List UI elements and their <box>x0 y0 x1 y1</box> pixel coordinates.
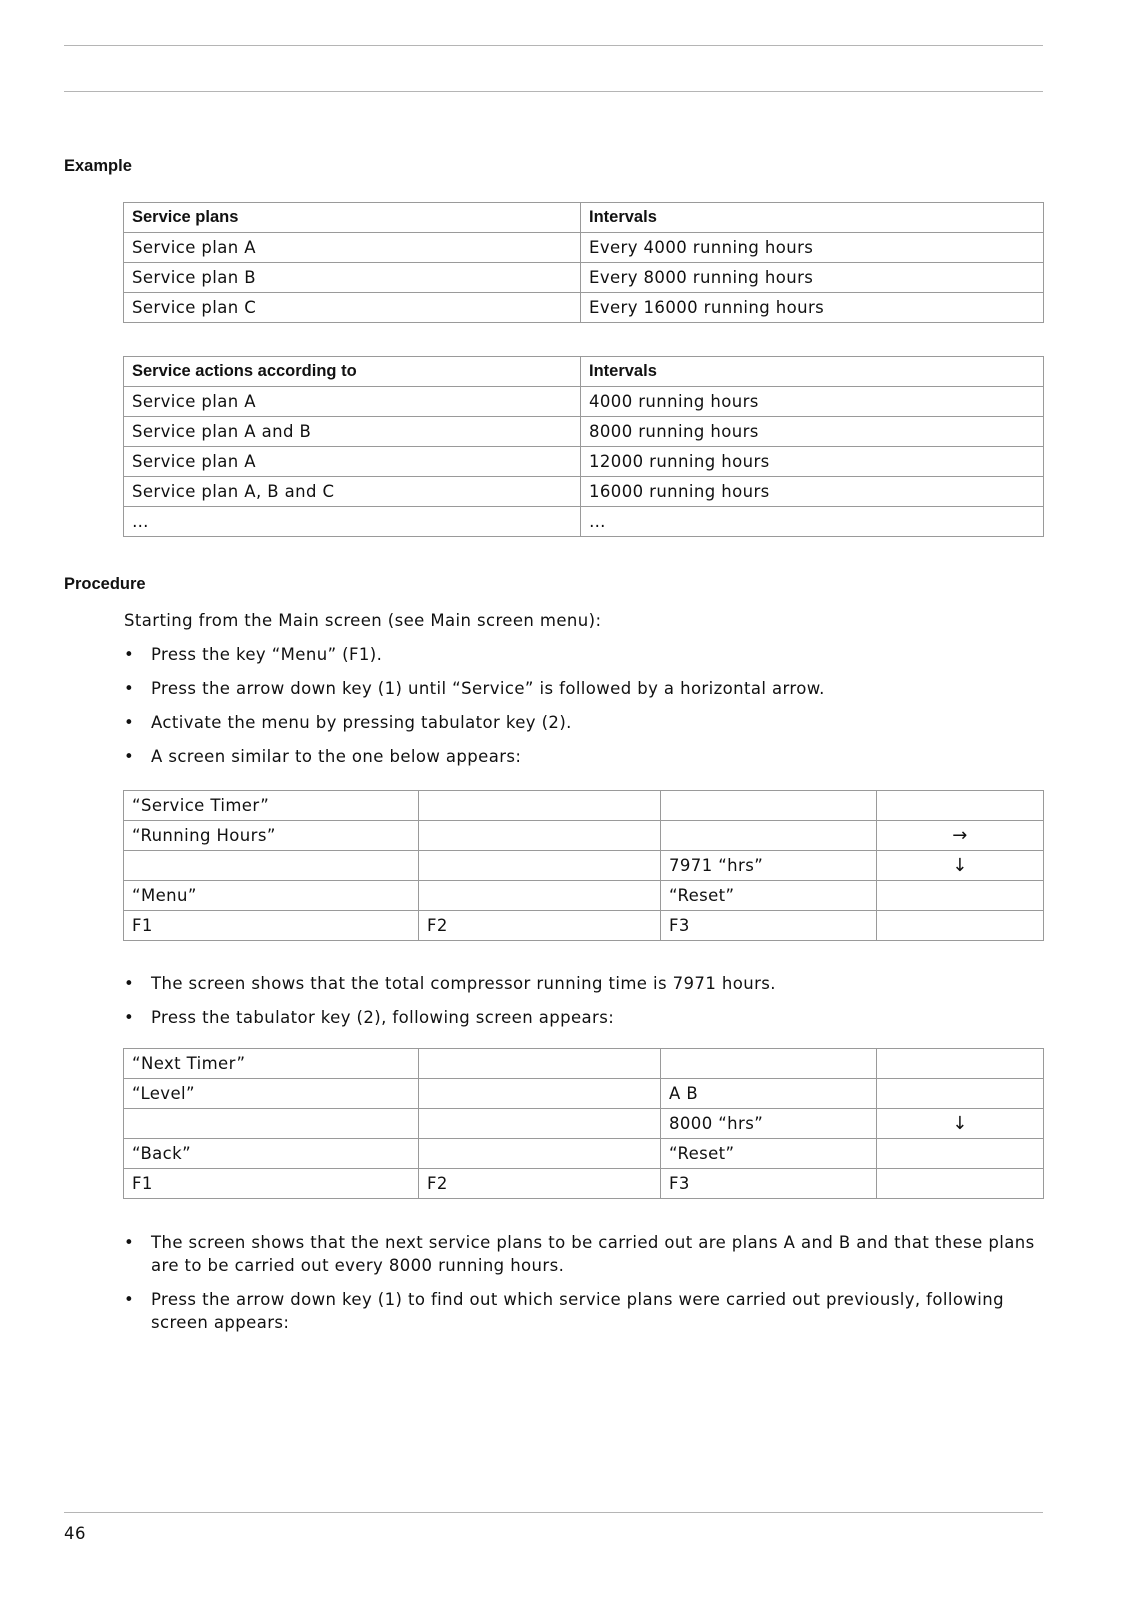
footer-rule <box>64 1512 1043 1513</box>
table-row <box>124 1169 1044 1199</box>
table-cell: “Reset” <box>661 1139 877 1169</box>
table-cell <box>661 821 877 851</box>
table-cell: “Level” <box>124 1079 419 1109</box>
header-cell: Service plans <box>124 203 581 233</box>
list-item <box>124 972 1044 995</box>
procedure-heading: Procedure <box>64 575 146 593</box>
table-cell: Service plan A and B <box>124 417 581 447</box>
table-cell <box>419 1079 661 1109</box>
table-row <box>124 1109 1044 1139</box>
bullet-icon: • <box>124 1233 135 1252</box>
list-item-text: Press the tabulator key (2), following screen appears: <box>151 1008 615 1027</box>
example-heading: Example <box>64 157 132 175</box>
table-cell: 8000 running hours <box>581 417 1044 447</box>
table-row <box>124 417 1044 447</box>
table-cell <box>419 1049 661 1079</box>
table-cell: … <box>581 507 1044 537</box>
bullet-icon: • <box>124 679 135 698</box>
table-cell: F1 <box>124 911 419 941</box>
table-cell: 8000 “hrs” <box>661 1109 877 1139</box>
table-cell <box>419 1109 661 1139</box>
table-cell <box>877 1169 1044 1199</box>
arrow-down-icon: ↓ <box>877 851 1044 881</box>
table-cell <box>419 1139 661 1169</box>
bullet-icon: • <box>124 974 135 993</box>
table-cell: Service plan A <box>124 387 581 417</box>
list-item <box>124 643 1044 666</box>
header-cell: Intervals <box>581 357 1044 387</box>
list-item <box>124 677 1044 700</box>
table-cell: A B <box>661 1079 877 1109</box>
table-cell: … <box>124 507 581 537</box>
service-actions-table <box>123 356 1044 537</box>
table-cell: Service plan B <box>124 263 581 293</box>
list-item-text: Activate the menu by pressing tabulator key (2). <box>151 713 572 732</box>
table-cell <box>877 1139 1044 1169</box>
table-cell: F1 <box>124 1169 419 1199</box>
table-cell <box>877 791 1044 821</box>
table-cell <box>877 1079 1044 1109</box>
list-item <box>124 711 1044 734</box>
table-cell: Every 4000 running hours <box>581 233 1044 263</box>
table-cell: “Back” <box>124 1139 419 1169</box>
table-row <box>124 263 1044 293</box>
list-item-text: The screen shows that the next service plans to be carried out are plans A and B and that these plans are to be carried out every 8000 running hours. <box>151 1233 1035 1275</box>
table-cell: “Reset” <box>661 881 877 911</box>
table-cell <box>419 881 661 911</box>
table-cell <box>877 1049 1044 1079</box>
list-item <box>124 1231 1044 1277</box>
list-item <box>124 1006 1044 1029</box>
top-rule-1 <box>64 45 1043 46</box>
table-cell <box>877 911 1044 941</box>
table-row <box>124 387 1044 417</box>
table-cell <box>124 1109 419 1139</box>
table-cell <box>419 851 661 881</box>
table-cell: Every 8000 running hours <box>581 263 1044 293</box>
table-cell: “Next Timer” <box>124 1049 419 1079</box>
table-row <box>124 791 1044 821</box>
table-cell: Every 16000 running hours <box>581 293 1044 323</box>
table-cell <box>419 821 661 851</box>
table-row <box>124 447 1044 477</box>
table-row <box>124 1049 1044 1079</box>
list-item-text: Press the arrow down key (1) to find out which service plans were carried out previously, following screen appears: <box>151 1290 1004 1332</box>
table-row <box>124 477 1044 507</box>
table-cell: F2 <box>419 911 661 941</box>
table-cell: “Running Hours” <box>124 821 419 851</box>
table-cell <box>877 881 1044 911</box>
list-item <box>124 745 1044 768</box>
bullet-icon: • <box>124 1290 135 1309</box>
header-cell: Intervals <box>581 203 1044 233</box>
page-number: 46 <box>64 1524 86 1543</box>
arrow-right-icon: → <box>877 821 1044 851</box>
table-cell: 16000 running hours <box>581 477 1044 507</box>
bullet-icon: • <box>124 1008 135 1027</box>
table-cell: “Service Timer” <box>124 791 419 821</box>
bullet-icon: • <box>124 713 135 732</box>
table-header-row <box>124 357 1044 387</box>
table-cell: F2 <box>419 1169 661 1199</box>
header-cell: Service actions according to <box>124 357 581 387</box>
table-header-row <box>124 203 1044 233</box>
table-cell: Service plan C <box>124 293 581 323</box>
table-cell: 12000 running hours <box>581 447 1044 477</box>
list-item-text: The screen shows that the total compressor running time is 7971 hours. <box>151 974 776 993</box>
arrow-down-icon: ↓ <box>877 1109 1044 1139</box>
bullet-icon: • <box>124 747 135 766</box>
table-row <box>124 233 1044 263</box>
table-cell <box>661 791 877 821</box>
table-row <box>124 851 1044 881</box>
table-cell: Service plan A <box>124 447 581 477</box>
table-cell: “Menu” <box>124 881 419 911</box>
table-cell: 4000 running hours <box>581 387 1044 417</box>
bullet-icon: • <box>124 645 135 664</box>
table-cell: 7971 “hrs” <box>661 851 877 881</box>
table-row <box>124 881 1044 911</box>
table-cell <box>124 851 419 881</box>
list-item-text: Press the arrow down key (1) until “Service” is followed by a horizontal arrow. <box>151 679 825 698</box>
table-cell: Service plan A, B and C <box>124 477 581 507</box>
table-cell <box>419 791 661 821</box>
table-cell: F3 <box>661 911 877 941</box>
list-item <box>124 1288 1044 1334</box>
table-cell: Service plan A <box>124 233 581 263</box>
list-item-text: A screen similar to the one below appears: <box>151 747 522 766</box>
table-row <box>124 1139 1044 1169</box>
top-rule-2 <box>64 91 1043 92</box>
screen-display-table-1 <box>123 790 1044 941</box>
table-row <box>124 507 1044 537</box>
screen-display-table-2 <box>123 1048 1044 1199</box>
table-row <box>124 911 1044 941</box>
table-cell <box>661 1049 877 1079</box>
table-row <box>124 1079 1044 1109</box>
procedure-intro: Starting from the Main screen (see Main screen menu): <box>124 611 602 630</box>
table-row <box>124 821 1044 851</box>
service-plans-table <box>123 202 1044 323</box>
table-row <box>124 293 1044 323</box>
table-cell: F3 <box>661 1169 877 1199</box>
list-item-text: Press the key “Menu” (F1). <box>151 645 383 664</box>
